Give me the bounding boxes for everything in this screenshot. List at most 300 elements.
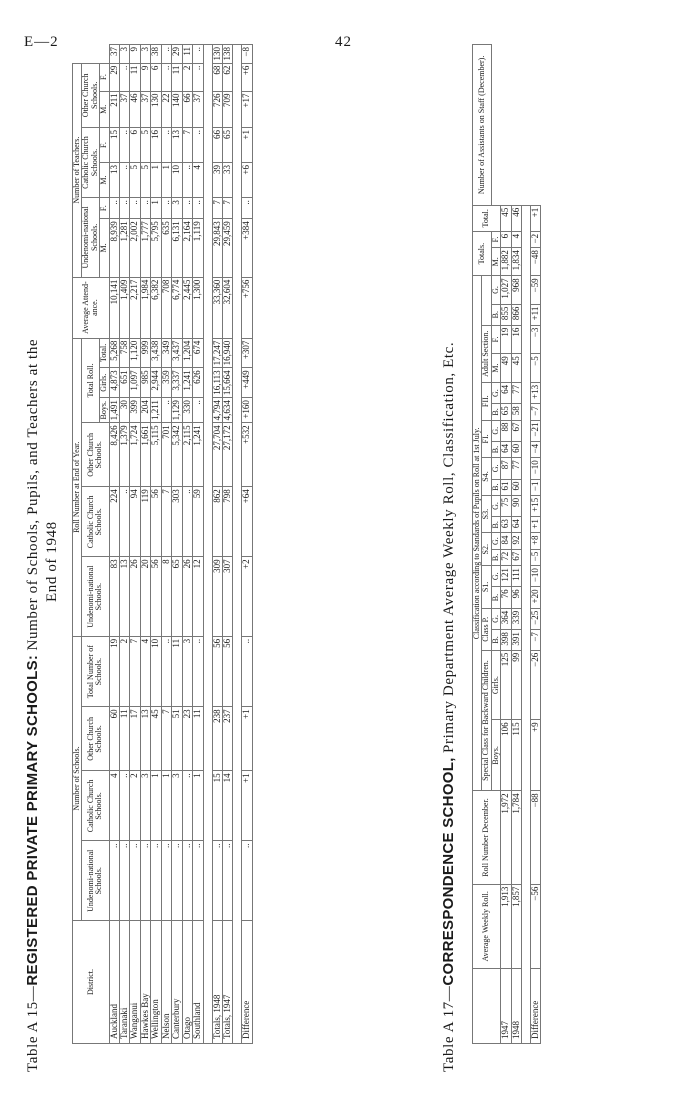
table-cell: 61 [501,479,511,495]
row-label: Southland [193,921,203,1044]
table-cell: .. [120,771,130,841]
table-cell: .. [109,198,119,219]
table-cell: 1,882 [501,248,511,276]
table-cell: 758 [120,338,130,368]
col-sub-header: B. [491,587,500,608]
table-cell: 4 [511,231,521,247]
table-cell: 16,940 [222,338,232,368]
row-spacer [203,45,212,1044]
row-label: 1948 [511,969,521,1044]
table-cell: 4,873 [109,368,119,398]
table-cell: 1,300 [193,277,203,338]
table-cell: 65 [501,404,511,420]
table-cell: 359 [161,368,171,398]
table-cell: 6 [130,128,140,163]
table-cell: 29,459 [222,219,232,277]
table-cell: 5,342 [172,423,182,487]
table-cell: −5 [531,354,541,383]
table-cell: 303 [172,487,182,557]
table-cell: .. [182,487,192,557]
table-cell: +17 [242,91,252,127]
page-section-label: E—2 [24,34,59,50]
table-cell: 3,337 [172,368,182,398]
table-cell: 56 [151,487,161,557]
table-cell: 626 [193,368,203,398]
table-cell: .. [182,771,192,841]
col-sub-header: G. [491,458,500,479]
table-cell: 16 [151,128,161,163]
table-cell: 3,438 [151,338,161,368]
table-cell: +1 [531,517,541,533]
table-cell: 60 [109,707,119,771]
table-cell: .. [161,128,171,163]
table-cell: 77 [511,382,521,403]
col-sub-header: M. [491,354,500,383]
table-cell: 66 [212,128,222,163]
col-sub-header: B. [491,404,500,420]
col-boys-header: Boys. [100,398,109,423]
table-cell: 3 [140,45,150,64]
table-cell: 8,939 [109,219,119,277]
table-cell: 67 [511,420,521,441]
row-label: 1947 [501,969,511,1044]
table-cell: 87 [501,458,511,479]
col-sub-header: M. [491,248,500,276]
table-cell: −5 [531,549,541,565]
table-cell: −7 [531,630,541,651]
table-cell: 26 [182,557,192,637]
table-cell: .. [242,636,252,706]
table-cell: 11 [172,636,182,706]
table-cell: 32,604 [222,277,232,338]
table-cell: 65 [172,557,182,637]
table-cell: 16 [511,325,521,354]
table-cell: −48 [531,248,541,276]
table-cell: 3 [182,636,192,706]
col-roll-catholic-header: Catholic Church Schools. [82,487,109,557]
table-cell: 15 [109,128,119,163]
table-cell: 1,120 [130,338,140,368]
col-roll-other-header: Other Church Schools. [82,423,109,487]
table-cell: 985 [140,368,150,398]
table-cell: 58 [511,404,521,420]
table-cell: 7 [182,128,192,163]
table-cell: 119 [140,487,150,557]
table-cell: +13 [531,382,541,403]
table-cell: 56 [222,636,232,706]
table-cell: 67 [511,549,521,565]
table-cell: 29,843 [212,219,222,277]
table-row [140,45,150,1044]
table-cell: 1,972 [501,791,511,884]
table-cell: +160 [242,398,252,423]
table-cell: 4 [193,163,203,198]
table-cell: 15,664 [222,368,232,398]
table-cell: 96 [511,587,521,608]
table-row [531,45,541,1044]
table-cell: 23 [182,707,192,771]
table-cell: 1,913 [501,884,511,968]
table-cell: 125 [501,650,511,720]
table-a17-title [440,342,458,1072]
table-cell: 37 [109,45,119,64]
table-cell: 38 [151,45,161,64]
table-cell: .. [130,841,140,921]
table-cell: .. [193,45,203,64]
table-cell: −88 [531,791,541,884]
table-cell: 64 [501,382,511,403]
table-cell: 1,409 [120,277,130,338]
table-cell: 6 [501,231,511,247]
table-cell: 1,777 [140,219,150,277]
table-cell: 60 [511,441,521,457]
col-f-header: F. [100,198,109,219]
table-cell: 130 [212,45,222,64]
table-cell: 3 [172,771,182,841]
table-cell: 5 [140,163,150,198]
table-cell: 4,794 [212,398,222,423]
table-cell: +20 [531,587,541,608]
table-cell: 19 [501,325,511,354]
table-cell: −10 [531,458,541,479]
row-label: Hawkes Bay [140,921,150,1044]
table-cell: 17 [130,707,140,771]
table-cell: .. [120,63,130,91]
col-undenom-schools-header: Undenomi-national Schools. [82,841,109,921]
table-cell: 45 [511,354,521,383]
col-roll-undenom-header: Undenomi-national Schools. [82,557,109,637]
table-cell: 115 [511,720,521,791]
col-sub-header: F. [491,325,500,354]
table-cell: 1,661 [140,423,150,487]
table-cell: 3 [140,771,150,841]
col-roll-december-header: Roll Number December. [473,791,501,884]
table-cell: 1,211 [151,398,161,423]
table-cell: 701 [161,423,171,487]
table-cell: 2 [182,63,192,91]
table-cell: +64 [242,487,252,557]
table-cell: 11 [193,707,203,771]
table-cell: +9 [531,720,541,791]
col-number-of-schools-header: Number of Schools. [73,636,82,920]
table-cell: 30 [120,398,130,423]
table-a15-title-bold: REGISTERED PRIVATE PRIMARY SCHOOLS: [24,654,41,986]
table-cell: 3,437 [172,338,182,368]
table-cell: 6 [151,63,161,91]
table-cell: .. [161,198,171,219]
table-a15-title-rest: Number of Schools, Pupils, and Teachers at the [25,338,41,655]
col-sub-header: G. [491,608,500,629]
row-spacer [233,45,242,1044]
row-label: Difference [242,921,252,1044]
col-catholic-schools-header: Catholic Church Schools. [82,771,109,841]
table-cell: 33 [222,163,232,198]
table-cell: .. [161,45,171,64]
table-cell: 968 [511,276,521,304]
table-cell: 5 [140,128,150,163]
table-cell: 68 [212,63,222,91]
table-cell: 398 [501,630,511,651]
table-cell: 2,445 [182,277,192,338]
table-cell: 63 [501,517,511,533]
col-f-header: F. [100,63,109,91]
table-cell: 13 [120,557,130,637]
col-m-header: M. [100,91,109,127]
table-cell: 224 [109,487,119,557]
table-row [151,45,161,1044]
table-cell: 66 [182,91,192,127]
table-cell: .. [161,398,171,423]
table-cell: 13 [172,128,182,163]
table-cell: 11 [182,45,192,64]
table-cell: 1 [151,771,161,841]
col-sub-header: G. [491,566,500,587]
table-cell: 862 [212,487,222,557]
table-cell: 64 [511,517,521,533]
row-label: Nelson [161,921,171,1044]
col-s3-header: S3. [482,495,491,533]
col-sub-header: Boys. [491,720,500,791]
table-cell: 60 [511,479,521,495]
table-cell: 3 [172,198,182,219]
table-cell: 29 [109,63,119,91]
table-cell: 17,247 [212,338,222,368]
table-cell: −2 [531,231,541,247]
table-cell: −3 [531,325,541,354]
table-row [242,45,252,1044]
col-special-class-header: Special Class for Backward Children. [482,650,491,791]
table-cell: 94 [130,487,140,557]
table-cell: 635 [161,219,171,277]
table-cell: 4 [109,771,119,841]
col-sub-header: B. [491,441,500,457]
table-cell: 8,426 [109,423,119,487]
table-a15-title-line2: End of 1948 [44,521,60,602]
row-label: Wellington [151,921,161,1044]
table-cell: 349 [161,338,171,368]
table-cell: 26 [130,557,140,637]
table-cell: 5,795 [151,219,161,277]
table-cell: .. [193,63,203,91]
table-cell: 866 [511,304,521,325]
table-cell: 10 [172,163,182,198]
table-cell: .. [151,841,161,921]
table-cell: 72 [501,549,511,565]
table-cell: 7 [161,707,171,771]
table-cell: 51 [172,707,182,771]
table-cell: .. [120,487,130,557]
table-cell: 1 [161,771,171,841]
table-cell: .. [193,128,203,163]
table-cell: 5 [130,163,140,198]
row-label: Canterbury [172,921,182,1044]
table-cell: 6,774 [172,277,182,338]
table-cell: 13 [140,707,150,771]
table-cell: .. [193,636,203,706]
col-f1-header: FI. [482,420,491,458]
col-assistants-header: Number of Assistants on Staff (December). [473,45,492,206]
table-cell: 339 [511,608,521,629]
table-cell: +6 [242,163,252,198]
table-cell: 140 [172,91,182,127]
row-label: Taranaki [120,921,130,1044]
table-cell: 46 [130,91,140,127]
table-row [501,45,511,1044]
table-row [193,45,203,1044]
table-cell: 59 [193,487,203,557]
table-cell: 674 [193,338,203,368]
table-a15-title [24,339,42,1072]
table-cell: 92 [511,533,521,549]
table-cell: 121 [501,566,511,587]
col-s2-header: S2. [482,533,491,566]
table-cell: 8 [161,557,171,637]
table-cell: 77 [511,458,521,479]
table-cell: 75 [501,495,511,516]
table-cell: 1,724 [130,423,140,487]
col-sub-header: Girls. [491,650,500,720]
table-row [109,45,119,1044]
table-cell: 2 [130,771,140,841]
table-cell: 10,141 [109,277,119,338]
col-sub-header: B. [491,479,500,495]
col-sub-header: B. [491,517,500,533]
table-cell: 33,360 [212,277,222,338]
table-cell: .. [120,128,130,163]
table-cell: 709 [222,91,232,127]
table-cell: 2,944 [151,368,161,398]
table-cell: 1,784 [511,791,521,884]
table-cell: 130 [151,91,161,127]
table-cell: 15 [212,771,222,841]
table-cell: 106 [501,720,511,791]
table-cell: 1 [193,771,203,841]
col-sub-header: B. [491,549,500,565]
table-cell: 211 [109,91,119,127]
table-cell: +449 [242,368,252,398]
col-sub-header: G. [491,533,500,549]
table-cell: .. [140,841,150,921]
row-label: Auckland [109,921,119,1044]
table-cell: .. [222,841,232,921]
table-a17-title-prefix: Table A 17— [441,985,457,1072]
table-cell: 39 [212,163,222,198]
table-cell: 4 [140,636,150,706]
col-average-weekly-roll-header: Average Weekly Roll. [473,884,501,968]
table-row [120,45,130,1044]
table-cell: −4 [531,441,541,457]
table-cell: 238 [212,707,222,771]
table-cell: 45 [151,707,161,771]
table-cell: 111 [511,566,521,587]
table-cell: 13 [109,163,119,198]
table-cell: 6,131 [172,219,182,277]
col-teachers-header: Number of Teachers. [73,63,82,277]
table-a15 [72,44,253,1044]
table-cell: +1 [531,205,541,231]
col-m-header: M. [100,163,109,198]
table-cell: 2,217 [130,277,140,338]
table-cell: 651 [120,368,130,398]
table-cell: 1,129 [172,398,182,423]
table-cell: 27,704 [212,423,222,487]
col-f2-header: FII. [482,382,491,420]
table-cell: 56 [151,557,161,637]
col-teach-catholic-header: Catholic Church Schools. [82,128,100,198]
table-cell: 62 [222,63,232,91]
table-cell: .. [130,198,140,219]
table-cell: 309 [212,557,222,637]
table-cell: 391 [511,630,521,651]
table-cell: +15 [531,495,541,516]
table-cell: .. [182,198,192,219]
table-cell: 7 [212,198,222,219]
col-totals-header: Totals. [473,231,492,276]
table-cell: +1 [242,128,252,163]
table-cell: 855 [501,304,511,325]
table-cell: 10 [151,636,161,706]
table-cell: .. [120,163,130,198]
col-sub-header: F. [491,231,500,247]
col-year-header [473,969,501,1044]
table-row [222,45,232,1044]
table-cell: .. [182,841,192,921]
table-cell: −25 [531,608,541,629]
table-cell: 2,164 [182,219,192,277]
table-cell: 1,241 [193,423,203,487]
table-cell: +1 [242,771,252,841]
table-cell: 1 [161,163,171,198]
table-cell: 6,382 [151,277,161,338]
table-cell: 64 [501,441,511,457]
table-cell: 56 [212,636,222,706]
col-classification-header: Classification according to Standards of Pupils on Roll at 1st July. [473,276,482,791]
table-cell: +11 [531,304,541,325]
table-cell: +307 [242,338,252,368]
col-m-header: M. [100,219,109,277]
col-total-header: Total. [100,338,109,368]
table-cell: 20 [140,557,150,637]
table-cell: 1,379 [120,423,130,487]
table-cell: +1 [242,707,252,771]
table-row [182,45,192,1044]
table-cell: 7 [222,198,232,219]
table-cell: 1,984 [140,277,150,338]
col-total-header: Total. [473,205,501,231]
table-cell: 3 [120,45,130,64]
table-row [212,45,222,1044]
table-cell: 37 [193,91,203,127]
table-cell: .. [161,841,171,921]
table-cell: 2,115 [182,423,192,487]
table-cell: .. [212,841,222,921]
table-cell: +756 [242,277,252,338]
table-cell: 2,002 [130,219,140,277]
table-cell: 46 [511,205,521,231]
table-cell: −7 [531,404,541,420]
table-cell: +6 [242,63,252,91]
table-cell: .. [172,841,182,921]
table-cell: .. [140,198,150,219]
col-sub-header: G. [491,382,500,403]
table-cell: 5,268 [109,338,119,368]
table-cell: 1,241 [182,368,192,398]
table-cell: −56 [531,884,541,968]
table-cell: 4,634 [222,398,232,423]
table-row [172,45,182,1044]
table-cell: .. [242,198,252,219]
table-cell: 7 [130,636,140,706]
